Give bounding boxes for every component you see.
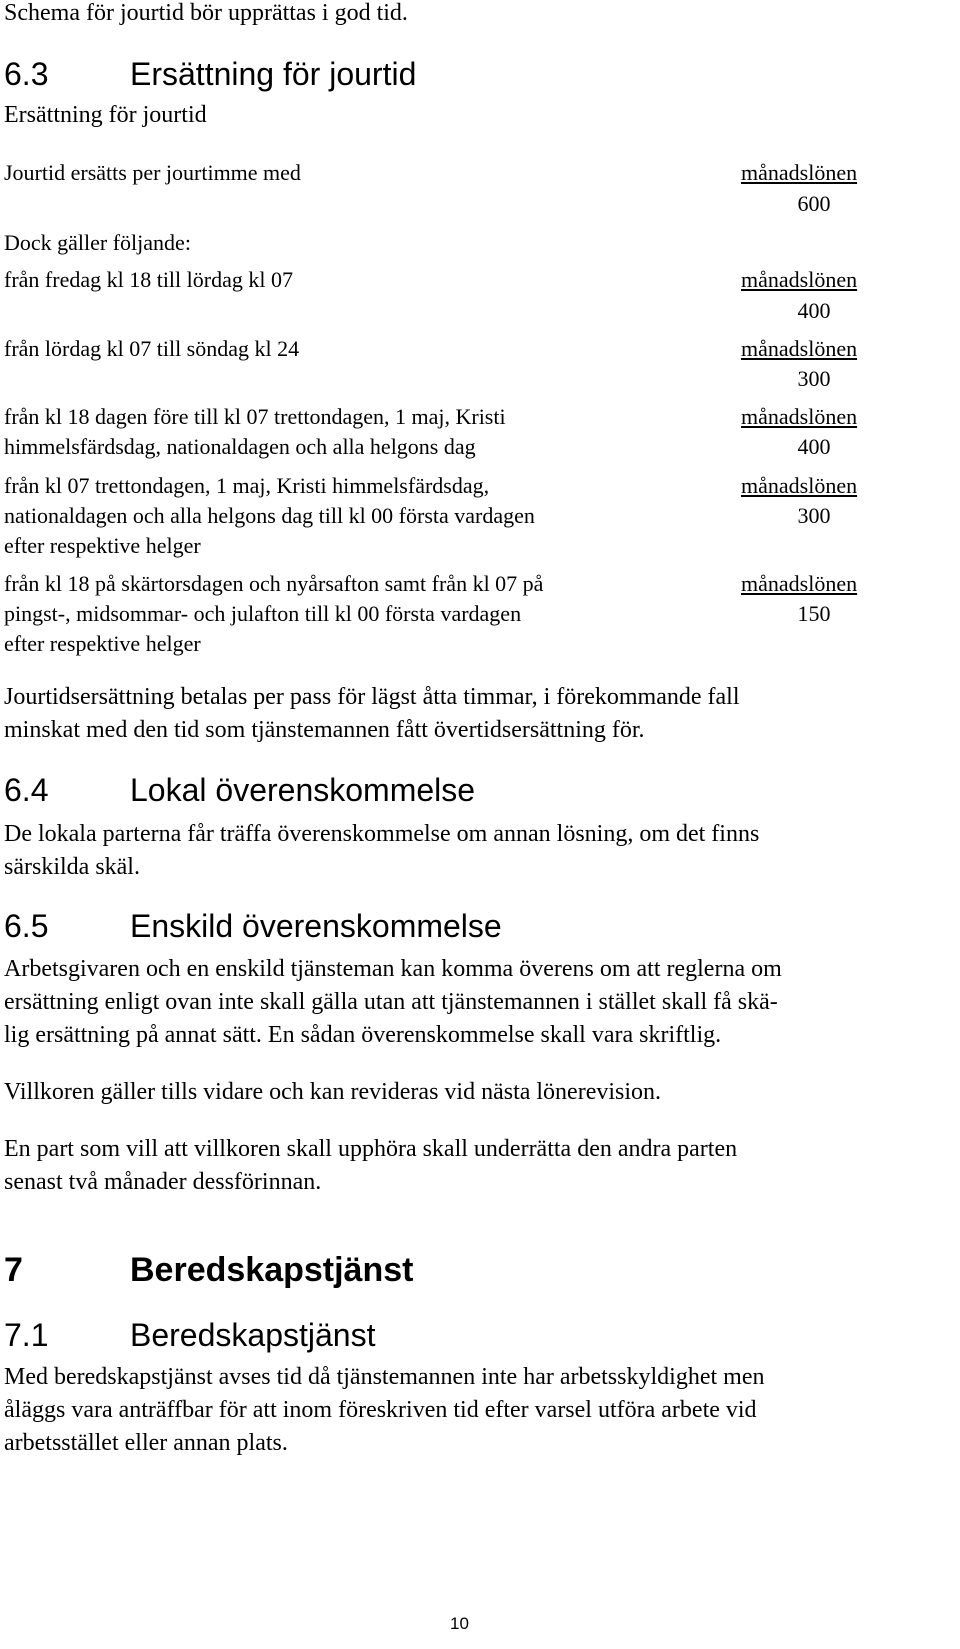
rate-row-unit: månadslönen — [741, 571, 858, 596]
page-number: 10 — [450, 1614, 469, 1633]
rate-row-label: himmelsfärdsdag, nationaldagen och alla helgons dag — [4, 434, 476, 459]
rate-row-unit: månadslönen — [741, 267, 858, 292]
rate-row-divisor: 300 — [797, 366, 831, 391]
rate-row-divisor: 600 — [797, 191, 831, 216]
section-title-6-5: Enskild överenskommelse — [130, 908, 502, 944]
section-title-7-1: Beredskapstjänst — [130, 1317, 376, 1353]
paragraph-line: Jourtidsersättning betalas per pass för lägst åtta timmar, i förekommande fall — [4, 684, 740, 710]
rate-row-label: från kl 18 dagen före till kl 07 trettondagen, 1 maj, Kristi — [4, 404, 506, 429]
chapter-title-7: Beredskapstjänst — [130, 1251, 414, 1289]
rate-row-label: från lördag kl 07 till söndag kl 24 — [4, 336, 300, 361]
paragraph-line: En part som vill att villkoren skall upphöra skall underrätta den andra parten — [4, 1136, 738, 1162]
rate-row-divisor: 150 — [797, 601, 831, 626]
paragraph-line: minskat med den tid som tjänstemannen fått övertidsersättning för. — [4, 717, 645, 743]
paragraph-line: lig ersättning på annat sätt. En sådan överenskommelse skall vara skriftlig. — [4, 1022, 722, 1048]
paragraph-line: ersättning enligt ovan inte skall gälla utan att tjänstemannen i stället skall få skä- — [4, 989, 778, 1015]
subtitle-6-3: Ersättning för jourtid — [4, 102, 207, 128]
section-title-6-4: Lokal överenskommelse — [130, 772, 476, 808]
intro-line: Schema för jourtid bör upprättas i god tid. — [4, 0, 408, 26]
rate-row-label: Jourtid ersätts per jourtimme med — [4, 160, 301, 185]
paragraph-line: särskilda skäl. — [4, 854, 140, 880]
rate-row-label: pingst-, midsommar- och julafton till kl 00 första vardagen — [4, 601, 522, 626]
rate-row-label: efter respektive helger — [4, 533, 201, 558]
rate-row-label: nationaldagen och alla helgons dag till kl 00 första vardagen — [4, 503, 535, 528]
paragraph-line: Villkoren gäller tills vidare och kan revideras vid nästa lönerevision. — [4, 1079, 662, 1105]
paragraph-line: Arbetsgivaren och en enskild tjänsteman kan komma överens om att reglerna om — [4, 956, 782, 982]
rate-row-divisor: 400 — [797, 434, 831, 459]
rate-row-label: efter respektive helger — [4, 631, 201, 656]
paragraph-line: Med beredskapstjänst avses tid då tjänstemannen inte har arbetsskyldighet men — [4, 1364, 765, 1390]
section-number-6-3: 6.3 — [4, 56, 49, 92]
rate-row-divisor: 400 — [797, 298, 831, 323]
paragraph-line: De lokala parterna får träffa överenskommelse om annan lösning, om det finns — [4, 821, 760, 847]
paragraph-line: arbetsstället eller annan plats. — [4, 1430, 288, 1456]
section-title-6-3: Ersättning för jourtid — [130, 56, 417, 92]
rate-row-unit: månadslönen — [741, 473, 858, 498]
rate-row-divisor: 300 — [797, 503, 831, 528]
rate-row-label: från fredag kl 18 till lördag kl 07 — [4, 267, 293, 292]
rate-row-unit: månadslönen — [741, 404, 858, 429]
rate-row-label: från kl 18 på skärtorsdagen och nyårsafton samt från kl 07 på — [4, 571, 544, 596]
section-number-6-5: 6.5 — [4, 908, 49, 944]
rate-row-unit: månadslönen — [741, 336, 858, 361]
paragraph-line: senast två månader dessförinnan. — [4, 1169, 322, 1195]
rate-row-unit: månadslönen — [741, 160, 858, 185]
section-number-6-4: 6.4 — [4, 772, 49, 808]
section-number-7-1: 7.1 — [4, 1317, 49, 1353]
paragraph-line: åläggs vara anträffbar för att inom föreskriven tid efter varsel utföra arbete vid — [4, 1397, 757, 1423]
rate-row-label: från kl 07 trettondagen, 1 maj, Kristi himmelsfärdsdag, — [4, 473, 490, 498]
chapter-number-7: 7 — [4, 1251, 23, 1289]
dock-label: Dock gäller följande: — [4, 230, 191, 255]
